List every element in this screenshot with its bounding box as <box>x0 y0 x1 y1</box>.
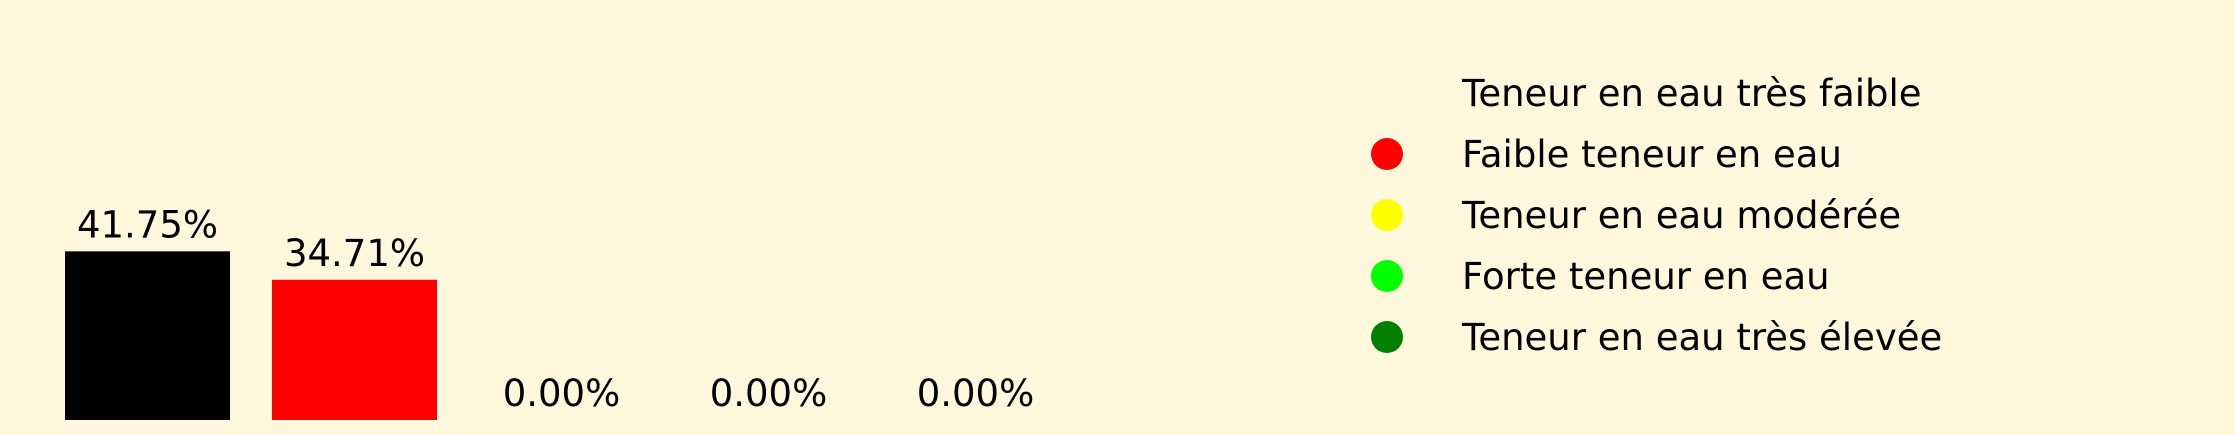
legend <box>1371 72 1942 359</box>
legend-label-1: Teneur en eau très faible <box>1462 72 1922 115</box>
legend-marker-4 <box>1371 260 1403 292</box>
bar-value-label-5: 0.00% <box>916 372 1035 415</box>
legend-label-5: Teneur en eau très élevée <box>1462 316 1943 359</box>
legend-label-2: Faible teneur en eau <box>1462 133 1842 176</box>
bar-1 <box>65 251 230 420</box>
legend-label-3: Teneur en eau modérée <box>1462 194 1902 237</box>
bar-value-label-2: 34.71% <box>283 231 426 275</box>
legend-marker-5 <box>1371 321 1403 353</box>
bar-2 <box>272 280 437 420</box>
legend-marker-1 <box>1371 77 1403 109</box>
legend-label-4: Forte teneur en eau <box>1462 255 1830 298</box>
bar-value-label-1: 41.75% <box>76 203 219 247</box>
legend-marker-2 <box>1371 138 1403 170</box>
bar-value-label-4: 0.00% <box>709 372 828 415</box>
bars-group <box>65 251 437 420</box>
legend-marker-3 <box>1371 199 1403 231</box>
bar-value-label-3: 0.00% <box>502 372 621 415</box>
